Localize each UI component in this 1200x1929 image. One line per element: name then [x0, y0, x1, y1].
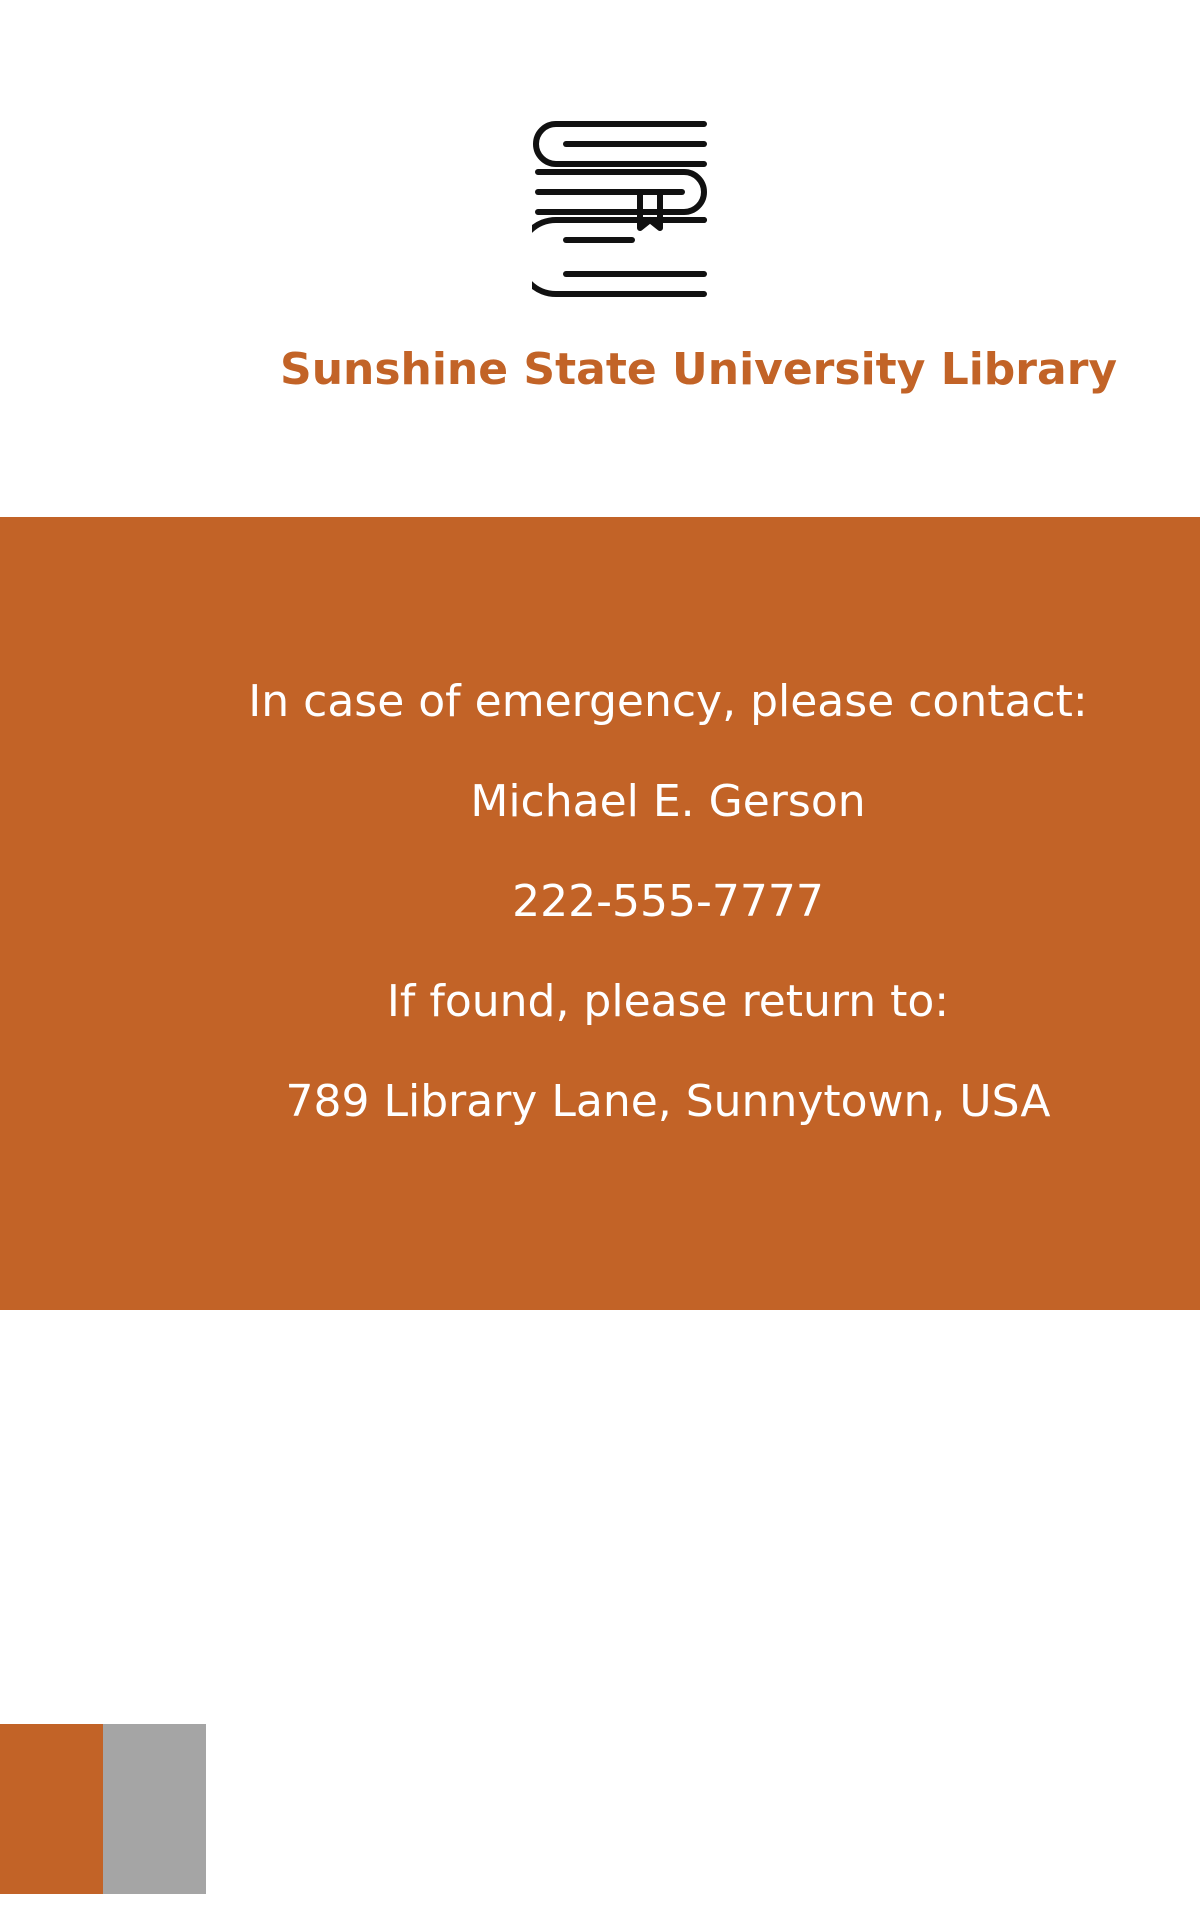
books-stack-icon — [532, 120, 710, 298]
return-prompt: If found, please return to: — [386, 976, 950, 1027]
contact-phone: 222-555-7777 — [512, 876, 824, 927]
accent-color-swatch — [0, 1724, 103, 1894]
return-address: 789 Library Lane, Sunnytown, USA — [285, 1076, 1051, 1127]
emergency-prompt: In case of emergency, please contact: — [248, 676, 1088, 727]
contact-name: Michael E. Gerson — [470, 776, 866, 827]
organization-name: Sunshine State University Library — [280, 344, 1118, 395]
gray-color-swatch — [103, 1724, 206, 1894]
emergency-contact-panel — [0, 517, 1200, 1310]
